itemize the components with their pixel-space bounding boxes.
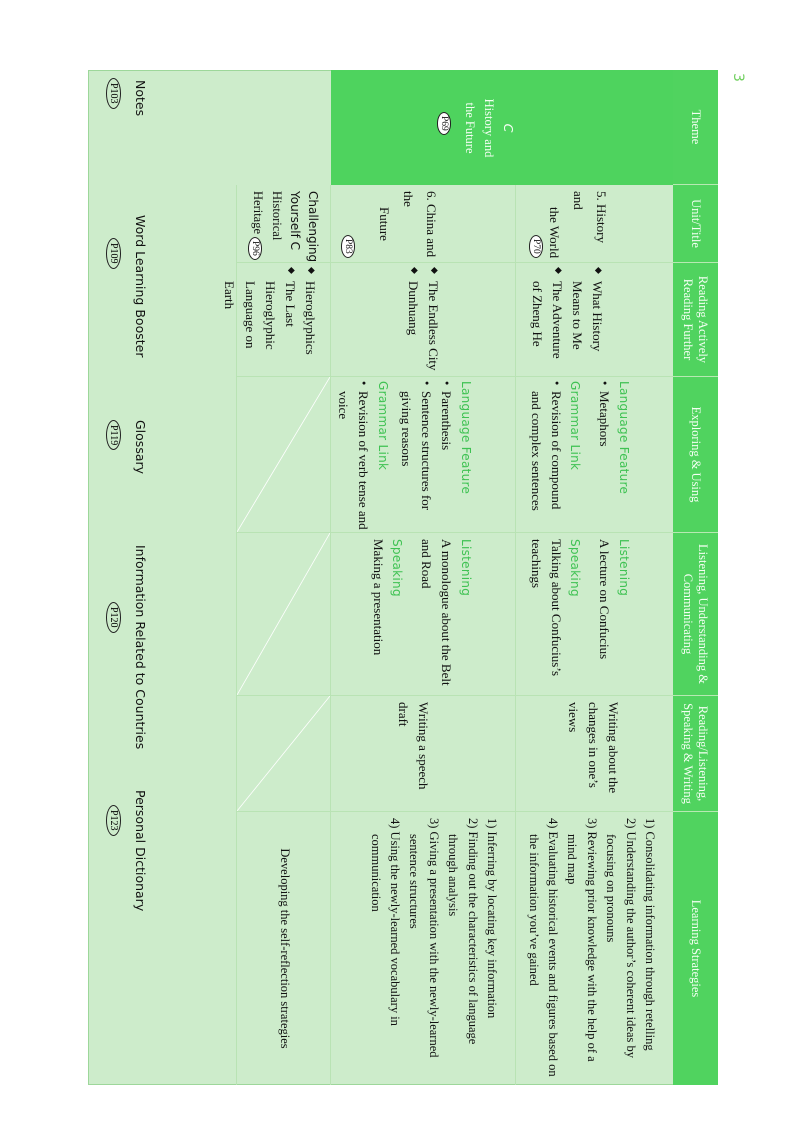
footer-info-countries: Information Related to Countries	[133, 545, 148, 750]
appendix-row	[88, 70, 158, 1085]
unit6-title-line2: Future	[377, 207, 393, 241]
grammar-item: ● Revision of compound and complex sentences	[525, 381, 565, 531]
unit5-writing-cell	[515, 696, 673, 812]
unit6-language-features	[396, 381, 456, 531]
unit5-reading-item: ◆ What History Means to Me	[567, 267, 607, 371]
unit5-speaking-text: Talking about Confucius’s teachings	[528, 539, 564, 677]
challenge-sub-line1: Historical	[270, 191, 284, 241]
unit5-reading-cell	[515, 263, 673, 377]
unit5-title-line2: the World	[547, 207, 563, 259]
unit6-reading-item: ◆ Dunhuang	[403, 267, 423, 371]
unit5-exploring-cell	[515, 377, 673, 533]
unit5-grammar-list	[525, 381, 565, 531]
footer-info-countries-page: P120	[106, 602, 121, 633]
footer-personal-dictionary: Personal Dictionary	[133, 790, 148, 912]
theme-name-line2: the Future	[463, 102, 478, 154]
language-feature-item: ● Metaphors	[594, 381, 614, 531]
unit6-reading-item: ◆ The Endless City	[423, 267, 443, 371]
unit6-speaking-text: Making a presentation	[370, 539, 386, 656]
unit5-language-features	[594, 381, 614, 531]
theme-column	[236, 70, 673, 185]
challenge-writing-empty	[236, 696, 330, 812]
unit5-title-line1: 5. History and	[570, 191, 609, 243]
unit6-title-cell	[330, 185, 515, 263]
unit5-page-badge: P70	[529, 235, 543, 258]
footer-glossary: Glossary	[133, 420, 148, 475]
footer-word-booster-page: P109	[106, 238, 121, 269]
page-number: 3	[730, 73, 746, 82]
unit6-strategies-cell	[330, 812, 515, 1085]
theme-page-badge: P69	[437, 112, 451, 135]
language-feature-item: ● Sentence structures for giving reasons	[396, 381, 436, 531]
unit6-writing-cell	[330, 696, 515, 812]
header-unit-title: Unit/Title	[673, 185, 718, 263]
unit5-title	[543, 191, 613, 262]
unit5-listening-cell	[515, 533, 673, 696]
unit5-reading-item: ◆ The Adventure of Zheng He	[526, 267, 566, 371]
unit6-grammar-list	[333, 381, 373, 531]
unit6-speaking-label: Speaking	[390, 539, 405, 597]
header-theme: Theme	[673, 70, 718, 185]
challenge-reading-list	[219, 267, 320, 375]
strategy-item: 1) Inferring by locating key information	[485, 818, 499, 1019]
unit5-listening-label: Listening	[617, 539, 631, 597]
challenge-title-cell	[236, 185, 330, 263]
theme-label	[461, 82, 517, 174]
unit6-listening-label: Listening	[459, 539, 473, 597]
strategy-item: 2) Finding out the characteristics of language through analysis	[446, 818, 480, 1045]
unit5-grammar-label: Grammar Link	[568, 381, 583, 471]
unit6-reading-list	[403, 267, 443, 371]
contents-table	[88, 70, 718, 1085]
empty-cell-diagonal	[237, 533, 330, 695]
strategy-item: 1) Consolidating information through retelling	[643, 818, 657, 1051]
empty-cell-diagonal	[237, 377, 330, 532]
unit6-reading-cell	[330, 263, 515, 377]
challenge-reading-cell	[222, 263, 330, 377]
footer-notes: Notes	[133, 80, 148, 117]
challenge-title-line1: Challenging	[306, 191, 320, 263]
challenge-title-line2: Yourself C	[288, 191, 302, 251]
footer-notes-page: P103	[106, 78, 121, 109]
challenge-strategies-cell	[236, 812, 330, 1085]
unit6-listening-cell	[330, 533, 515, 696]
strategy-item: 3) Reviewing prior knowledge with the help of a mind map	[565, 818, 599, 1062]
header-exploring: Exploring & Using	[673, 377, 718, 533]
unit5-title-cell	[515, 185, 673, 263]
unit6-exploring-cell	[330, 377, 515, 533]
challenge-listening-empty	[236, 533, 330, 696]
language-feature-item: ● Parenthesis	[436, 381, 456, 531]
unit5-language-feature-label: Language Feature	[617, 381, 631, 495]
strategy-item: 2) Understanding the author’s coherent ideas by focusing on pronouns	[604, 818, 638, 1058]
grammar-item: ● Revision of verb tense and voice	[333, 381, 373, 531]
unit6-language-feature-label: Language Feature	[459, 381, 473, 495]
unit5-strategies-list	[523, 818, 659, 1078]
unit6-listening-text: A monologue about the Belt and Road	[419, 539, 455, 686]
unit5-strategies-cell	[515, 812, 673, 1085]
unit6-title-line1: 6. China and the	[400, 191, 439, 258]
unit6-title	[373, 191, 443, 262]
strategy-item: 4) Evaluating historical events and figures based on the information you’ve gained	[526, 818, 561, 1077]
unit5-speaking-label: Speaking	[568, 539, 583, 597]
footer-personal-dictionary-page: P123	[106, 805, 121, 836]
strategy-item: 3) Giving a presentation with the newly-learned sentence structures	[407, 818, 441, 1058]
header-writing: Reading/Listening, Speaking & Writing	[673, 696, 718, 812]
strategy-item: 4) Using the newly-learned vocabulary in communication	[368, 818, 403, 1026]
theme-name-line1: History and	[482, 98, 497, 158]
challenge-sub-line2: Heritage	[250, 191, 265, 235]
unit6-grammar-label: Grammar Link	[375, 381, 390, 471]
challenge-exploring-empty	[236, 377, 330, 533]
challenge-reading-item: ◆ Hieroglyphics	[300, 267, 320, 375]
unit6-strategies-list	[365, 818, 501, 1078]
challenge-reading-item: ◆ The Last Hieroglyphic Language on Earth	[219, 267, 300, 375]
challenge-page-badge: P96	[248, 237, 262, 260]
theme-letter: C	[501, 123, 516, 133]
empty-cell-diagonal	[237, 696, 330, 811]
unit5-listening-text: A lecture on Confucius	[597, 539, 613, 660]
challenge-strategy: Developing the self-reflection strategies	[278, 848, 292, 1049]
header-listening: Listening, Understanding & Communicating	[673, 533, 718, 696]
header-strategies: Learning Strategies	[673, 812, 718, 1085]
footer-word-booster: Word Learning Booster	[133, 215, 148, 358]
header-reading: Reading Actively Reading Further	[673, 263, 718, 377]
unit5-writing-text: Writing about the changes in one’s views	[565, 702, 621, 794]
unit6-writing-text: Writing a speech draft	[395, 702, 431, 790]
unit5-reading-list	[526, 267, 607, 371]
footer-glossary-page: P119	[106, 420, 121, 450]
unit6-page-badge: P83	[341, 235, 355, 258]
